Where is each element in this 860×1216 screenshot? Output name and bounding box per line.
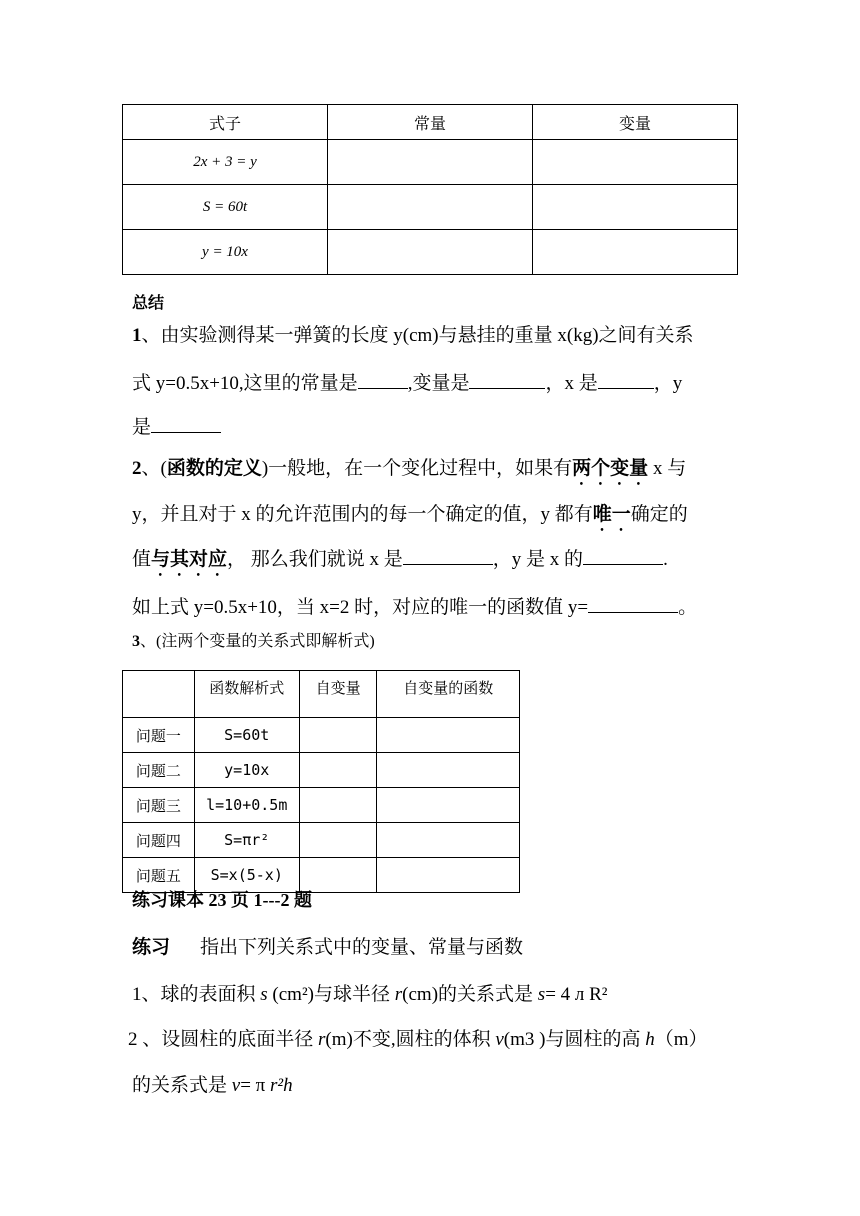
text: 是 [132, 417, 152, 438]
constant-blank[interactable] [358, 370, 408, 389]
table2-function-cell[interactable] [377, 753, 520, 788]
text: ，y 是 x 的 [492, 549, 584, 570]
table2-expression: S=πr² [194, 823, 299, 858]
table2-function-cell[interactable] [377, 858, 520, 893]
table1-header-constant: 常量 [328, 105, 533, 140]
var: r²h [270, 1075, 293, 1096]
emphasis-unique: 唯一 [592, 504, 631, 525]
y-blank[interactable] [151, 414, 221, 433]
paragraph-2-line-2 [132, 499, 688, 536]
text: 、由实验测得某一弹簧的长度 y(cm)与悬挂的重量 x(kg)之间有关系 [141, 325, 694, 346]
table1-variable-cell[interactable] [533, 185, 738, 230]
paragraph-2-line-3 [132, 544, 668, 581]
emphasis-corresponding: 与其对应 [151, 549, 228, 570]
text: 、(注两个变量的关系式即解析式) [140, 633, 375, 650]
independent-variable-blank[interactable] [403, 546, 493, 565]
function-blank[interactable] [583, 546, 663, 565]
function-table [122, 670, 520, 893]
text: 、( [141, 458, 167, 479]
text: ，x 是 [545, 373, 598, 394]
text: y，并且对于 x 的允许范围内的每一个确定的值，y 都有 [132, 504, 593, 525]
table1-header-variable: 变量 [533, 105, 738, 140]
emphasis-two-variables: 两个变量 [572, 458, 649, 479]
table2-independent-cell[interactable] [299, 823, 377, 858]
definition-title: 函数的定义 [166, 458, 262, 479]
table2-independent-cell[interactable] [299, 718, 377, 753]
text: . [663, 549, 668, 570]
constant-variable-table [122, 104, 738, 275]
table2-question: 问题二 [123, 753, 195, 788]
paragraph-2-line-4 [132, 592, 697, 619]
text: = 4 л R² [545, 984, 608, 1005]
table1-header-expression: 式子 [123, 105, 328, 140]
table2-question: 问题五 [123, 858, 195, 893]
item-number: 2 [132, 458, 142, 479]
table2-independent-cell[interactable] [299, 753, 377, 788]
var: s [537, 984, 546, 1005]
text: (cm)的关系式是 [402, 984, 538, 1005]
var: r [394, 984, 403, 1005]
var: s [260, 984, 268, 1005]
text: 如上式 y=0.5x+10，当 x=2 时，对应的唯一的函数值 y= [132, 597, 589, 618]
table1-constant-cell[interactable] [328, 185, 533, 230]
table1-expression: S = 60t [123, 185, 328, 230]
text: 1、球的表面积 [132, 984, 261, 1005]
table2-header-expression: 函数解析式 [194, 671, 299, 718]
table2-function-cell[interactable] [377, 788, 520, 823]
var: v [231, 1075, 241, 1096]
table2-function-cell[interactable] [377, 718, 520, 753]
paragraph-1-line-3 [132, 412, 221, 439]
table2-header-independent: 自变量 [299, 671, 377, 718]
table1-expression: y = 10x [123, 230, 328, 275]
table2-independent-cell[interactable] [299, 788, 377, 823]
item-number: 1 [132, 325, 142, 346]
practice-question-1 [132, 979, 608, 1006]
x-blank[interactable] [598, 370, 654, 389]
table1-variable-cell[interactable] [533, 140, 738, 185]
table2-header-blank [123, 671, 195, 718]
text: 值 [132, 549, 152, 570]
table2-expression: S=x(5-x) [194, 858, 299, 893]
function-value-blank[interactable] [588, 594, 678, 613]
text: (m3 )与圆柱的高 [503, 1029, 646, 1050]
table2-expression: l=10+0.5m [194, 788, 299, 823]
practice-question-2 [128, 1024, 708, 1051]
paragraph-2-line-1 [132, 453, 686, 490]
table1-constant-cell[interactable] [328, 140, 533, 185]
table1-expression: 2x + 3 = y [123, 140, 328, 185]
table1-variable-cell[interactable] [533, 230, 738, 275]
table2-question: 问题四 [123, 823, 195, 858]
text: (cm²)与球半径 [267, 984, 395, 1005]
text: 式 y=0.5x+10,这里的常量是 [132, 373, 358, 394]
table2-question: 问题一 [123, 718, 195, 753]
practice-heading [132, 932, 523, 959]
practice-instruction: 指出下列关系式中的变量、常量与函数 [200, 937, 524, 958]
table2-question: 问题三 [123, 788, 195, 823]
text: 2 、设圆柱的底面半径 [128, 1029, 319, 1050]
item-number: 3 [132, 633, 140, 650]
table2-expression: y=10x [194, 753, 299, 788]
text: )一般地，在一个变化过程中，如果有 [261, 458, 573, 479]
var: v [495, 1029, 504, 1050]
text: ,变量是 [407, 373, 470, 394]
text: (m)不变,圆柱的体积 [325, 1029, 496, 1050]
text: （m） [654, 1029, 708, 1050]
text: = π [240, 1075, 271, 1096]
paragraph-1-line-2 [132, 368, 682, 395]
variable-blank[interactable] [469, 370, 545, 389]
text: x 与 [648, 458, 687, 479]
practice-question-2-cont [132, 1070, 293, 1097]
table2-function-cell[interactable] [377, 823, 520, 858]
text: ， 那么我们就说 x 是 [227, 549, 403, 570]
table2-header-function: 自变量的函数 [377, 671, 520, 718]
paragraph-3 [132, 628, 375, 651]
practice-label: 练习 [132, 937, 171, 958]
text: ，y [653, 373, 683, 394]
var: h [645, 1029, 655, 1050]
text: 的关系式是 [132, 1075, 232, 1096]
text: 确定的 [630, 504, 688, 525]
practice-book-reference: 练习课本 23 页 1---2 题 [132, 890, 312, 910]
table1-constant-cell[interactable] [328, 230, 533, 275]
paragraph-1-line-1 [132, 320, 694, 347]
table2-expression: S=60t [194, 718, 299, 753]
summary-title: 总结 [132, 295, 165, 312]
text: 。 [678, 597, 698, 618]
var: r [318, 1029, 326, 1050]
